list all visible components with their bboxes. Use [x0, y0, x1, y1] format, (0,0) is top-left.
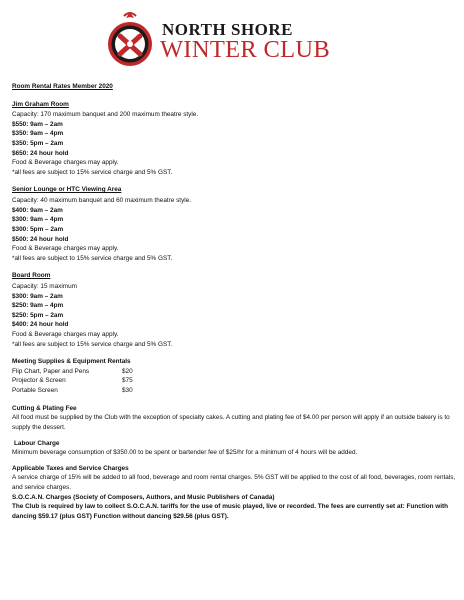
room-price: $350: 5pm – 2am — [12, 140, 64, 148]
brand-name-top: NORTH SHORE — [162, 20, 294, 39]
room-section-board-room — [12, 271, 456, 349]
document-body — [12, 82, 456, 521]
rental-item-price: $75 — [122, 377, 133, 385]
room-price: $300: 9am – 2am — [12, 292, 63, 300]
room-capacity: Capacity: 40 maximum banquet and 60 maximum theatre style. — [12, 197, 192, 205]
room-price: $500: 24 hour hold — [12, 235, 69, 243]
room-price: $550: 9am – 2am — [12, 120, 63, 128]
rental-item-name: Projector & Screen — [12, 377, 66, 385]
room-price: $350: 9am – 4pm — [12, 130, 64, 138]
rental-item-price: $30 — [122, 387, 133, 395]
room-note: *all fees are subject to 15% service charge and 5% GST. — [12, 254, 173, 262]
room-section-senior-lounge — [12, 185, 456, 263]
cutting-plating-section — [12, 404, 456, 433]
room-price: $300: 9am – 4pm — [12, 216, 64, 224]
socan-title: S.O.C.A.N. Charges (Society of Composers, Authors, and Music Publishers of Canada) — [12, 493, 275, 501]
room-note: *all fees are subject to 15% service charge and 5% GST. — [12, 168, 173, 176]
room-name: Jim Graham Room — [12, 100, 69, 108]
room-name: Senior Lounge or HTC Viewing Area — [12, 186, 122, 194]
socan-text: The Club is required by law to collect S.O.C.A.N. tariffs for the use of music played, live or recorded. The fees are currently set at: Function with dancing $59.17 (plus GST) Function without dancing $29.56 (plus GST). — [12, 503, 449, 520]
labour-section — [12, 439, 456, 458]
labour-text: Minimum beverage consumption of $350.00 to be spent or bartender fee of $25/hr for a minimum of 4 hours will be added. — [12, 449, 358, 457]
cutting-heading: Cutting & Plating Fee — [12, 404, 77, 412]
labour-heading: Labour Charge — [14, 439, 60, 447]
equipment-rentals — [12, 357, 456, 395]
rental-row — [12, 367, 172, 377]
room-capacity: Capacity: 15 maximum — [12, 282, 77, 290]
room-note: *all fees are subject to 15% service charge and 5% GST. — [12, 340, 173, 348]
room-name: Board Room — [12, 272, 51, 280]
room-price: $400: 9am – 2am — [12, 206, 63, 214]
rental-item-price: $20 — [122, 367, 133, 375]
rental-item-name: Flip Chart, Paper and Pens — [12, 367, 90, 375]
room-note: Food & Beverage charges may apply. — [12, 245, 119, 253]
room-price: $400: 24 hour hold — [12, 321, 69, 329]
room-price: $250: 9am – 4pm — [12, 302, 64, 310]
curling-stone-crest-icon — [104, 10, 156, 68]
rental-row — [12, 376, 172, 386]
taxes-section — [12, 464, 456, 522]
taxes-heading: Applicable Taxes and Service Charges — [12, 464, 129, 472]
room-note: Food & Beverage charges may apply. — [12, 331, 119, 339]
room-section-jim-graham — [12, 100, 456, 178]
taxes-text: A service charge of 15% will be added to all food, beverage and room rental charges. 5% GST will be applied to the cost of all food, beverages, room rentals, and service charges. — [12, 474, 456, 491]
rentals-heading: Meeting Supplies & Equipment Rentals — [12, 358, 131, 366]
letterhead — [104, 6, 364, 68]
room-price: $300: 5pm – 2am — [12, 225, 64, 233]
room-price: $250: 5pm – 2am — [12, 311, 64, 319]
rental-row — [12, 386, 172, 396]
room-capacity: Capacity: 170 maximum banquet and 200 maximum theatre style. — [12, 111, 199, 119]
brand-name-bottom: WINTER CLUB — [160, 36, 331, 63]
document-title: Room Rental Rates Member 2020 — [12, 83, 113, 90]
room-note: Food & Beverage charges may apply. — [12, 159, 119, 167]
room-price: $650: 24 hour hold — [12, 149, 69, 157]
rental-item-name: Portable Screen — [12, 387, 58, 395]
cutting-text: All food must be supplied by the Club with the exception of specialty cakes. A cutting and plating fee of $4.00 per person will apply if an outside bakery is to supply the dessert. — [12, 414, 450, 431]
